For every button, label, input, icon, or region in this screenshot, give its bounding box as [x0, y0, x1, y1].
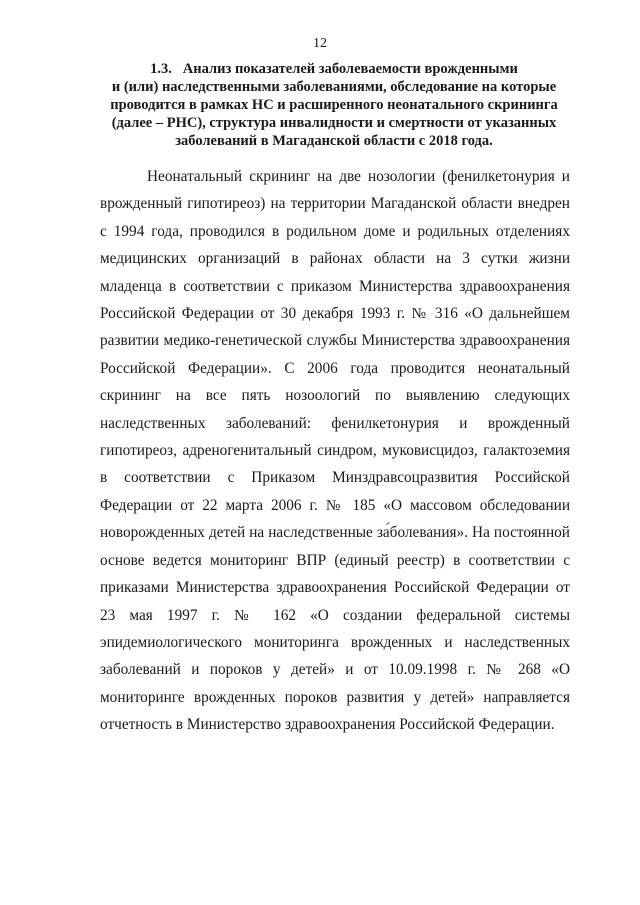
body-paragraph: Неонатальный скрининг на две нозологии (фенилкетонурия и врожденный гипотиреоз) на территории Магаданской области внедрен с 1994 года, проводился в родильном доме и родильных отделениях медицинских организаций в районах области на 3 сутки жизни младенца в соответствии с приказом Министерства здравоохранения Российской Федерации от 30 декабря 1993 г. № 316 «О дальнейшем развитии медико-генетической службы Министерства здравоохранения Российской Федерации». С 2006 года проводится неонатальный скрининг на все пять нозоологий по выявлению следующих наследственных заболеваний: фенилкетонурия и врожденный гипотиреоз, адреногенитальный синдром, муковисцидоз, галактоземия в соответствии с Приказом Минздравсоцразвития Российской Федерации от 22 марта 2006 г. № 185 «О массовом обследовании новорожденных детей на наследственные заболевания». На постоянной основе ведется мониторинг ВПР (единый реестр) в соответствии с приказами Министерства здравоохранения Российской Федерации от 23 мая 1997 г. № 162 «О создании федеральной системы эпидемиологического мониторинга врожденных и наследственных заболеваний и пороков у детей» и от 10.09.1998 г. № 268 «О мониторинге врожденных пороков развития у детей» направляется отчетность в Министерство здравоохранения Российской Федерации.	[100, 168, 570, 734]
page-number: 12	[313, 36, 327, 51]
section-heading-line-1: Анализ показателей заболеваемости врожденными	[182, 61, 518, 77]
section-heading-line-4: (далее – РНС), структура инвалидности и смертности от указанных	[111, 115, 557, 131]
section-heading-line-2: и (или) наследственными заболеваниями, обследование на которые	[111, 79, 557, 95]
section-heading-line-3: проводится в рамках НС и расширенного неонатального скрининга	[110, 97, 558, 113]
section-heading	[96, 60, 572, 150]
section-number: 1.3.	[150, 61, 172, 77]
section-heading-line-5: заболеваний в Магаданской области с 2018 года.	[175, 133, 493, 149]
